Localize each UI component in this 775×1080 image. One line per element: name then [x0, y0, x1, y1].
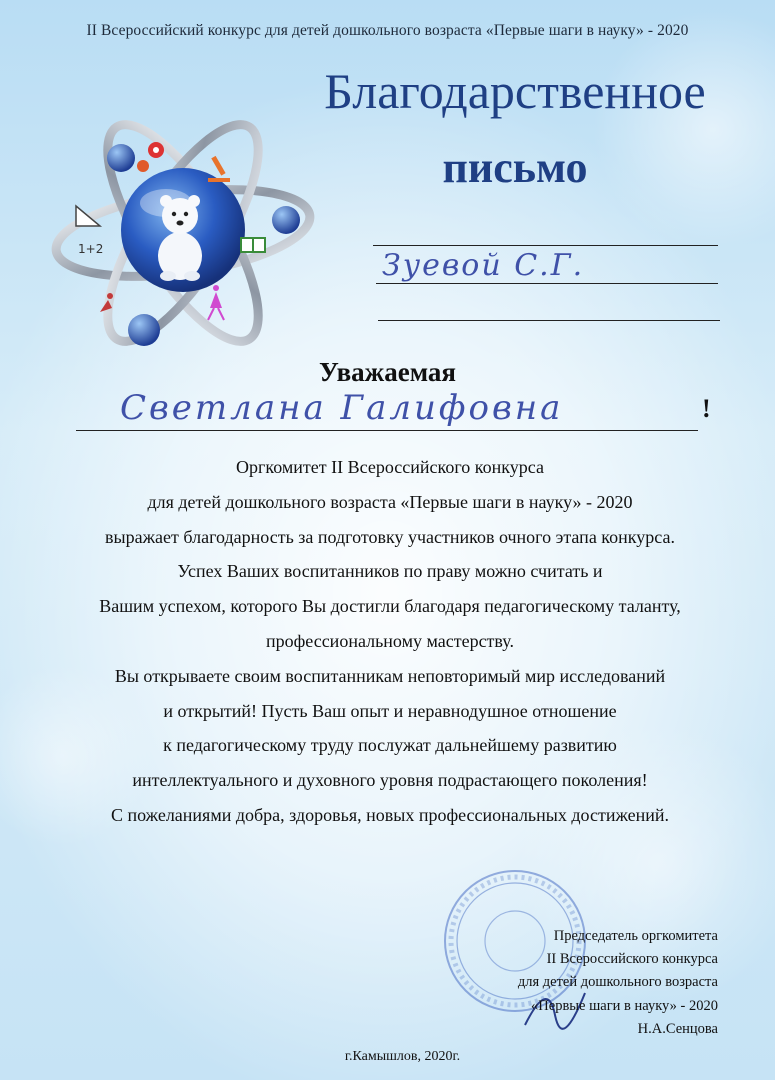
signer-name: Н.А.Сенцова — [637, 1020, 718, 1037]
microscope-icon — [208, 156, 230, 182]
signature-block — [470, 925, 718, 1041]
dancer-icon — [208, 285, 224, 320]
signature-line: II Всероссийского конкурса — [546, 951, 718, 968]
body-line: С пожеланиями добра, здоровья, новых профессиональных достижений. — [110, 804, 670, 825]
gears-icon — [137, 142, 164, 172]
body-line: Вы открываете своим воспитанникам неповторимый мир исследований — [114, 665, 666, 686]
footer-city-date: г.Камышлов, 2020г. — [344, 1049, 461, 1064]
contest-header: II Всероссийский конкурс для детей дошкольного возраста «Первые шаги в науку» - 2020 — [86, 22, 689, 39]
body-line: Вашим успехом, которого Вы достигли благодаря педагогическому таланту, — [99, 596, 681, 617]
body-line: интеллектуального и духовного уровня подрастающего поколения! — [132, 770, 648, 791]
book-icon — [241, 238, 265, 252]
letter-body — [40, 450, 740, 833]
body-line: Успех Ваших воспитанников по праву можно считать и — [177, 561, 603, 582]
body-line: профессиональному мастерству. — [265, 630, 515, 651]
signature-line: «Первые шаги в науку» - 2020 — [531, 997, 718, 1014]
name-handwritten: Светлана Галифовна — [120, 388, 564, 428]
recipient-line-1 — [373, 245, 718, 246]
recipient-line-3 — [378, 320, 720, 321]
document-title-2: письмо — [442, 143, 588, 192]
body-line: и открытий! Пусть Ваш опыт и неравнодушное отношение — [163, 700, 617, 721]
math-label: 1+2 — [78, 242, 104, 256]
greeting: Уважаемая — [318, 357, 457, 387]
body-line: для детей дошкольного возраста «Первые шаги в науку» - 2020 — [147, 491, 633, 512]
body-line: Оргкомитет II Всероссийского конкурса — [236, 457, 544, 477]
name-line — [76, 430, 698, 431]
exclamation-mark: ! — [702, 394, 711, 423]
body-line: к педагогическому труду послужат дальнейшему развитию — [163, 735, 617, 756]
body-line: выражает благодарность за подготовку участников очного этапа конкурса. — [105, 526, 675, 547]
recipient-line-2 — [376, 283, 718, 284]
document-title: Благодарственное — [324, 63, 706, 119]
signature-line: Председатель оргкомитета — [553, 928, 718, 944]
signature-line: для детей дошкольного возраста — [517, 974, 718, 991]
recipient-handwritten: Зуевой С.Г. — [382, 248, 585, 283]
